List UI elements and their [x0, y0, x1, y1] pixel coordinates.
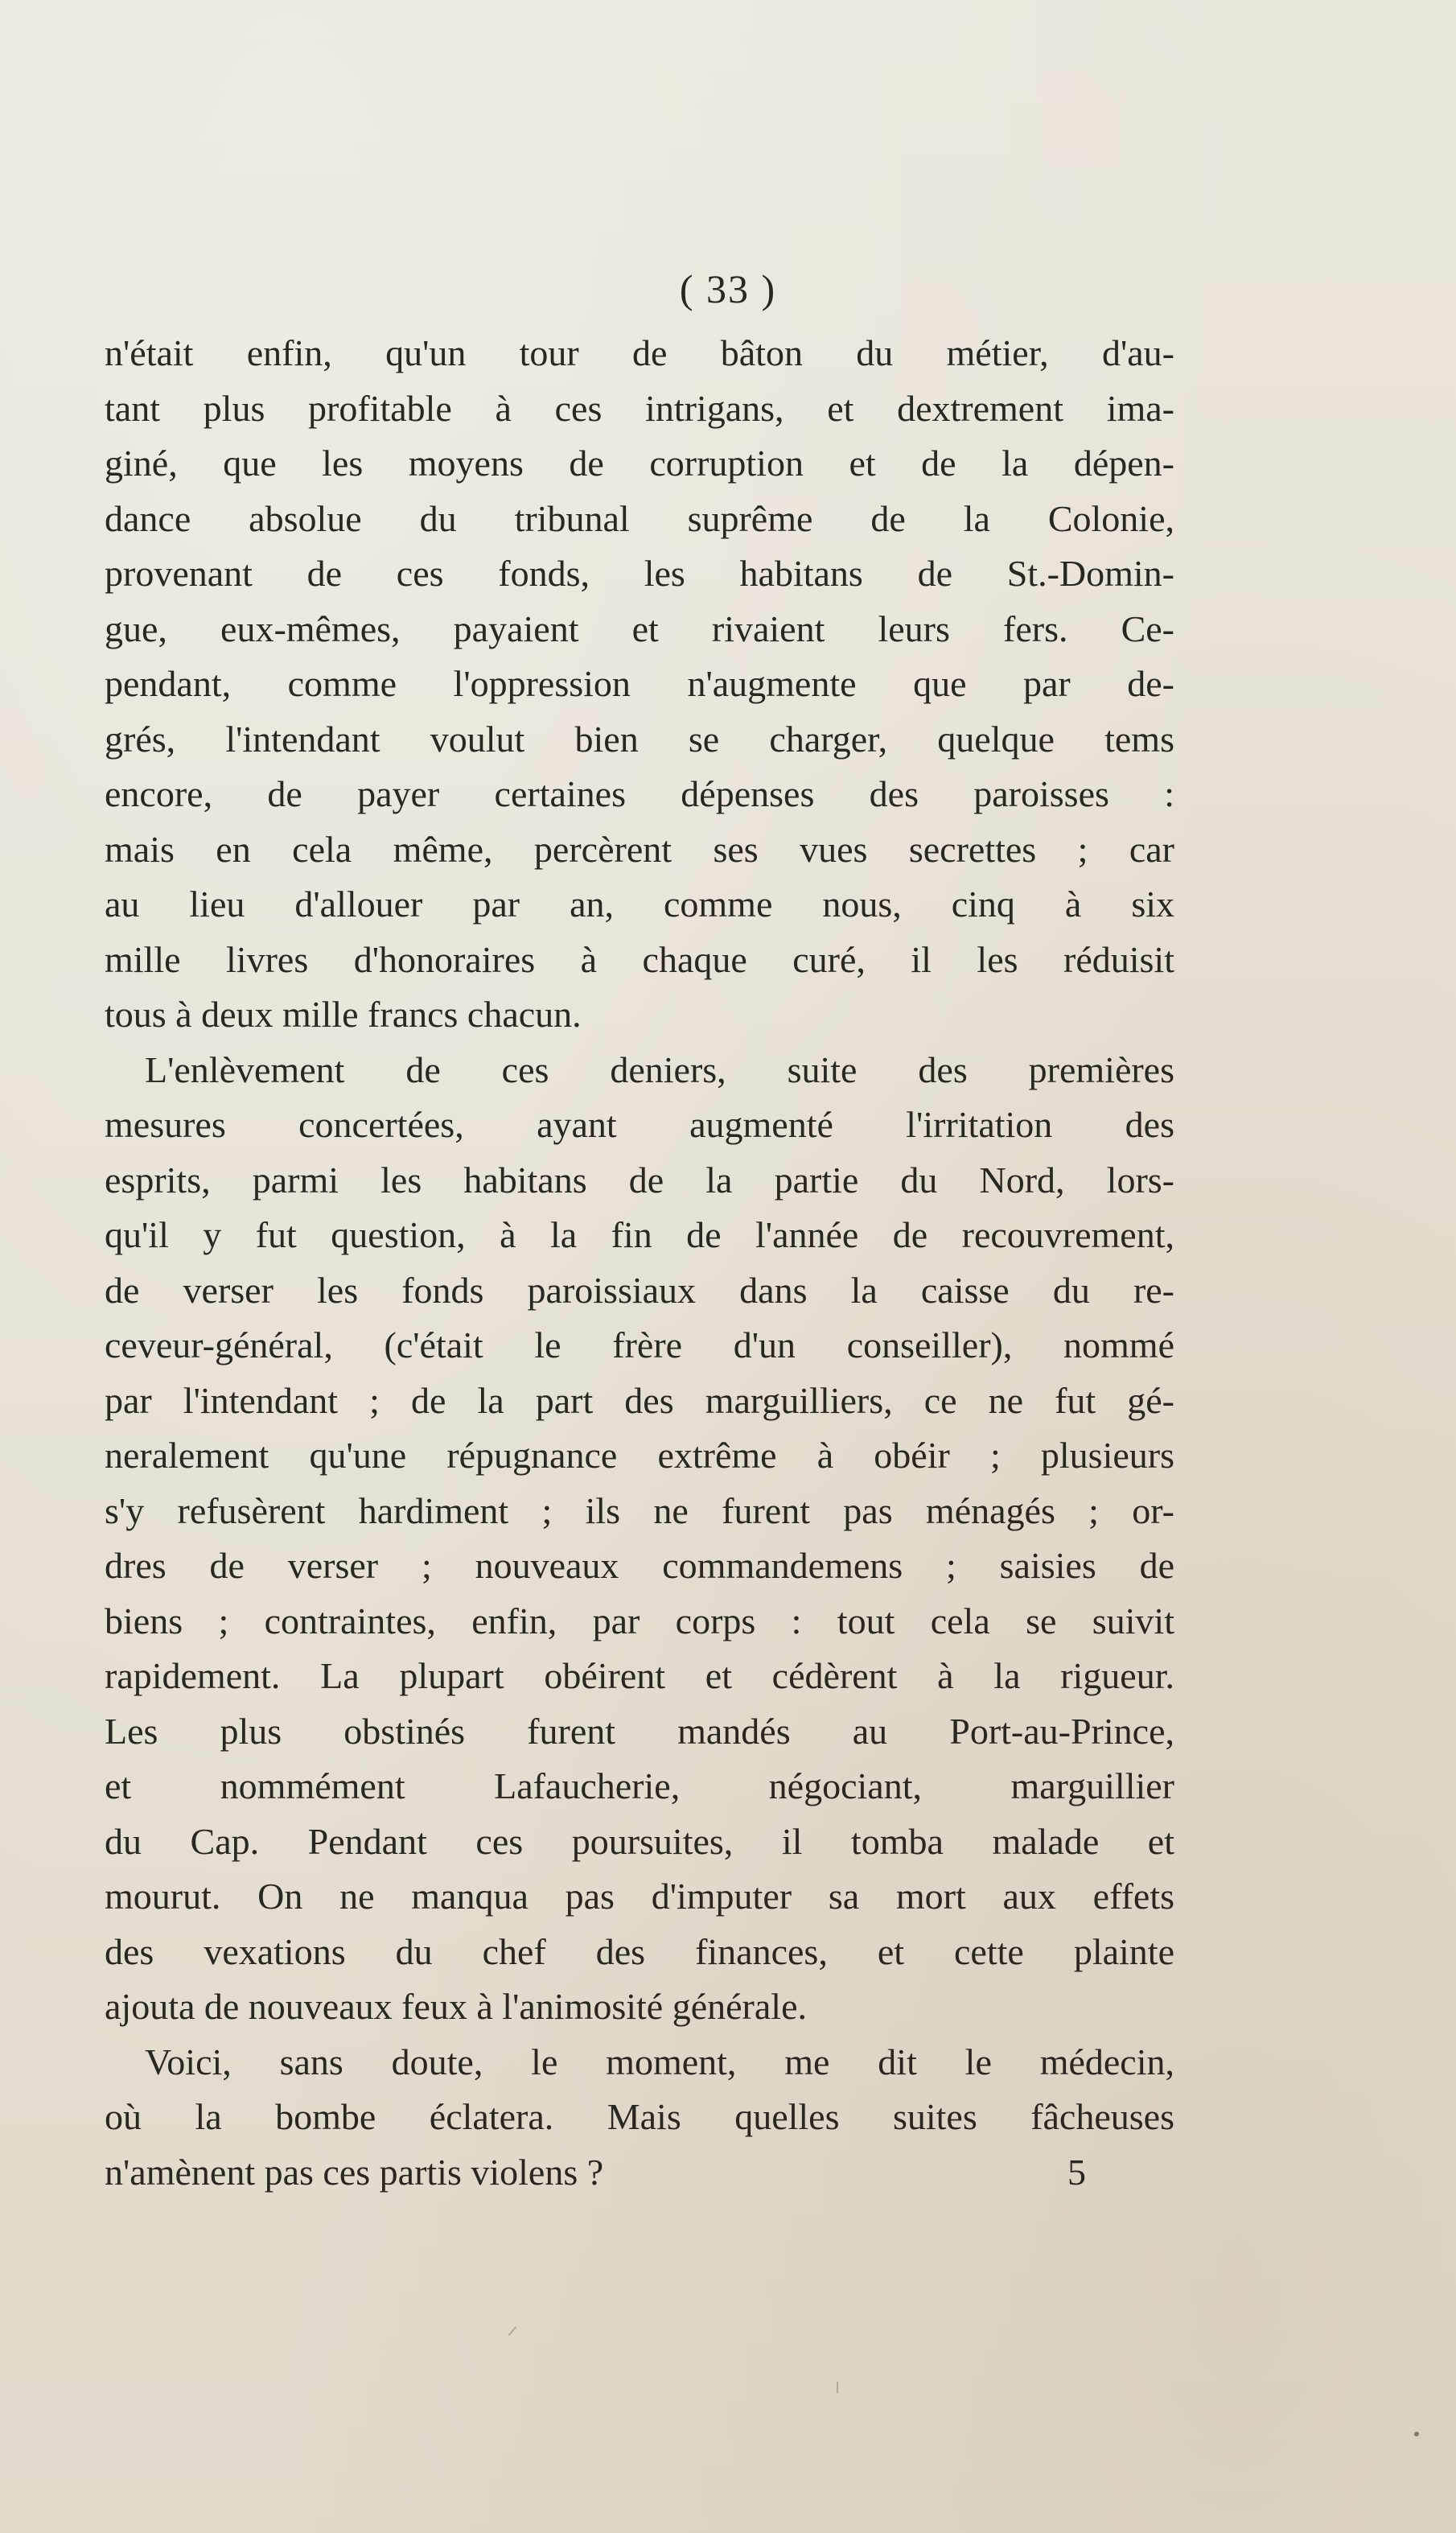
text-line: pendant, comme l'oppression n'augmente que par de- [105, 663, 1174, 704]
text-line: de verser les fonds paroissiaux dans la caisse du re- [105, 1269, 1174, 1311]
paper-speck [1414, 2432, 1419, 2436]
text-line: provenant de ces fonds, les habitans de St.-Domin- [105, 553, 1174, 594]
text-line: n'était enfin, qu'un tour de bâton du métier, d'au- [105, 332, 1174, 373]
page-number: ( 33 ) [679, 266, 777, 311]
body-text [105, 326, 1174, 2200]
text-line: Les plus obstinés furent mandés au Port-au-Prince, [105, 1710, 1174, 1752]
text-line: du Cap. Pendant ces poursuites, il tomba malade et [105, 1820, 1174, 1862]
text-line: gue, eux-mêmes, payaient et rivaient leurs fers. Ce- [105, 608, 1174, 649]
text-line: dance absolue du tribunal suprême de la Colonie, [105, 497, 1174, 539]
text-line: mourut. On ne manqua pas d'imputer sa mort aux effets [105, 1876, 1174, 1917]
text-line: tous à deux mille francs chacun. [105, 994, 582, 1035]
text-line: et nommément Lafaucherie, négociant, marguillier [105, 1765, 1174, 1806]
paper-mark [837, 2382, 838, 2393]
text-line: au lieu d'allouer par an, comme nous, cinq à six [105, 883, 1174, 925]
text-line: tant plus profitable à ces intrigans, et dextrement ima- [105, 387, 1174, 429]
paper-mark [508, 2326, 517, 2336]
text-line: mesures concertées, ayant augmenté l'irritation des [105, 1104, 1174, 1145]
text-line: n'amènent pas ces partis violens ? [105, 2151, 604, 2193]
text-line: rapidement. La plupart obéirent et cédèrent à la rigueur. [105, 1655, 1174, 1696]
text-line-last [105, 2145, 1174, 2201]
text-line: ajouta de nouveaux feux à l'animosité générale. [105, 1986, 807, 2027]
text-line: dres de verser ; nouveaux commandemens ; saisies de [105, 1545, 1174, 1586]
text-line: giné, que les moyens de corruption et de la dépen- [105, 443, 1174, 484]
text-line: qu'il y fut question, à la fin de l'année de recouvrement, [105, 1214, 1174, 1255]
text-line: grés, l'intendant voulut bien se charger, quelque tems [105, 718, 1174, 760]
text-line: neralement qu'une répugnance extrême à obéir ; plusieurs [105, 1435, 1174, 1476]
text-line: des vexations du chef des finances, et cette plainte [105, 1930, 1174, 1972]
text-line: Voici, sans doute, le moment, me dit le médecin, [145, 2041, 1174, 2082]
text-line: biens ; contraintes, enfin, par corps : tout cela se suivit [105, 1600, 1174, 1641]
text-line: encore, de payer certaines dépenses des paroisses : [105, 773, 1174, 814]
text-line: ceveur-général, (c'était le frère d'un conseiller), nommé [105, 1324, 1174, 1365]
text-line: esprits, parmi les habitans de la partie du Nord, lors- [105, 1159, 1174, 1201]
text-line: mille livres d'honoraires à chaque curé, il les réduisit [105, 938, 1174, 980]
text-line: s'y refusèrent hardiment ; ils ne furent pas ménagés ; or- [105, 1489, 1174, 1531]
text-line: où la bombe éclatera. Mais quelles suites fâcheuses [105, 2096, 1174, 2137]
text-line: par l'intendant ; de la part des marguilliers, ce ne fut gé- [105, 1379, 1174, 1421]
signature-mark: 5 [1067, 2151, 1086, 2193]
text-line: mais en cela même, percèrent ses vues secrettes ; car [105, 828, 1174, 870]
text-line: L'enlèvement de ces deniers, suite des premières [145, 1048, 1174, 1090]
